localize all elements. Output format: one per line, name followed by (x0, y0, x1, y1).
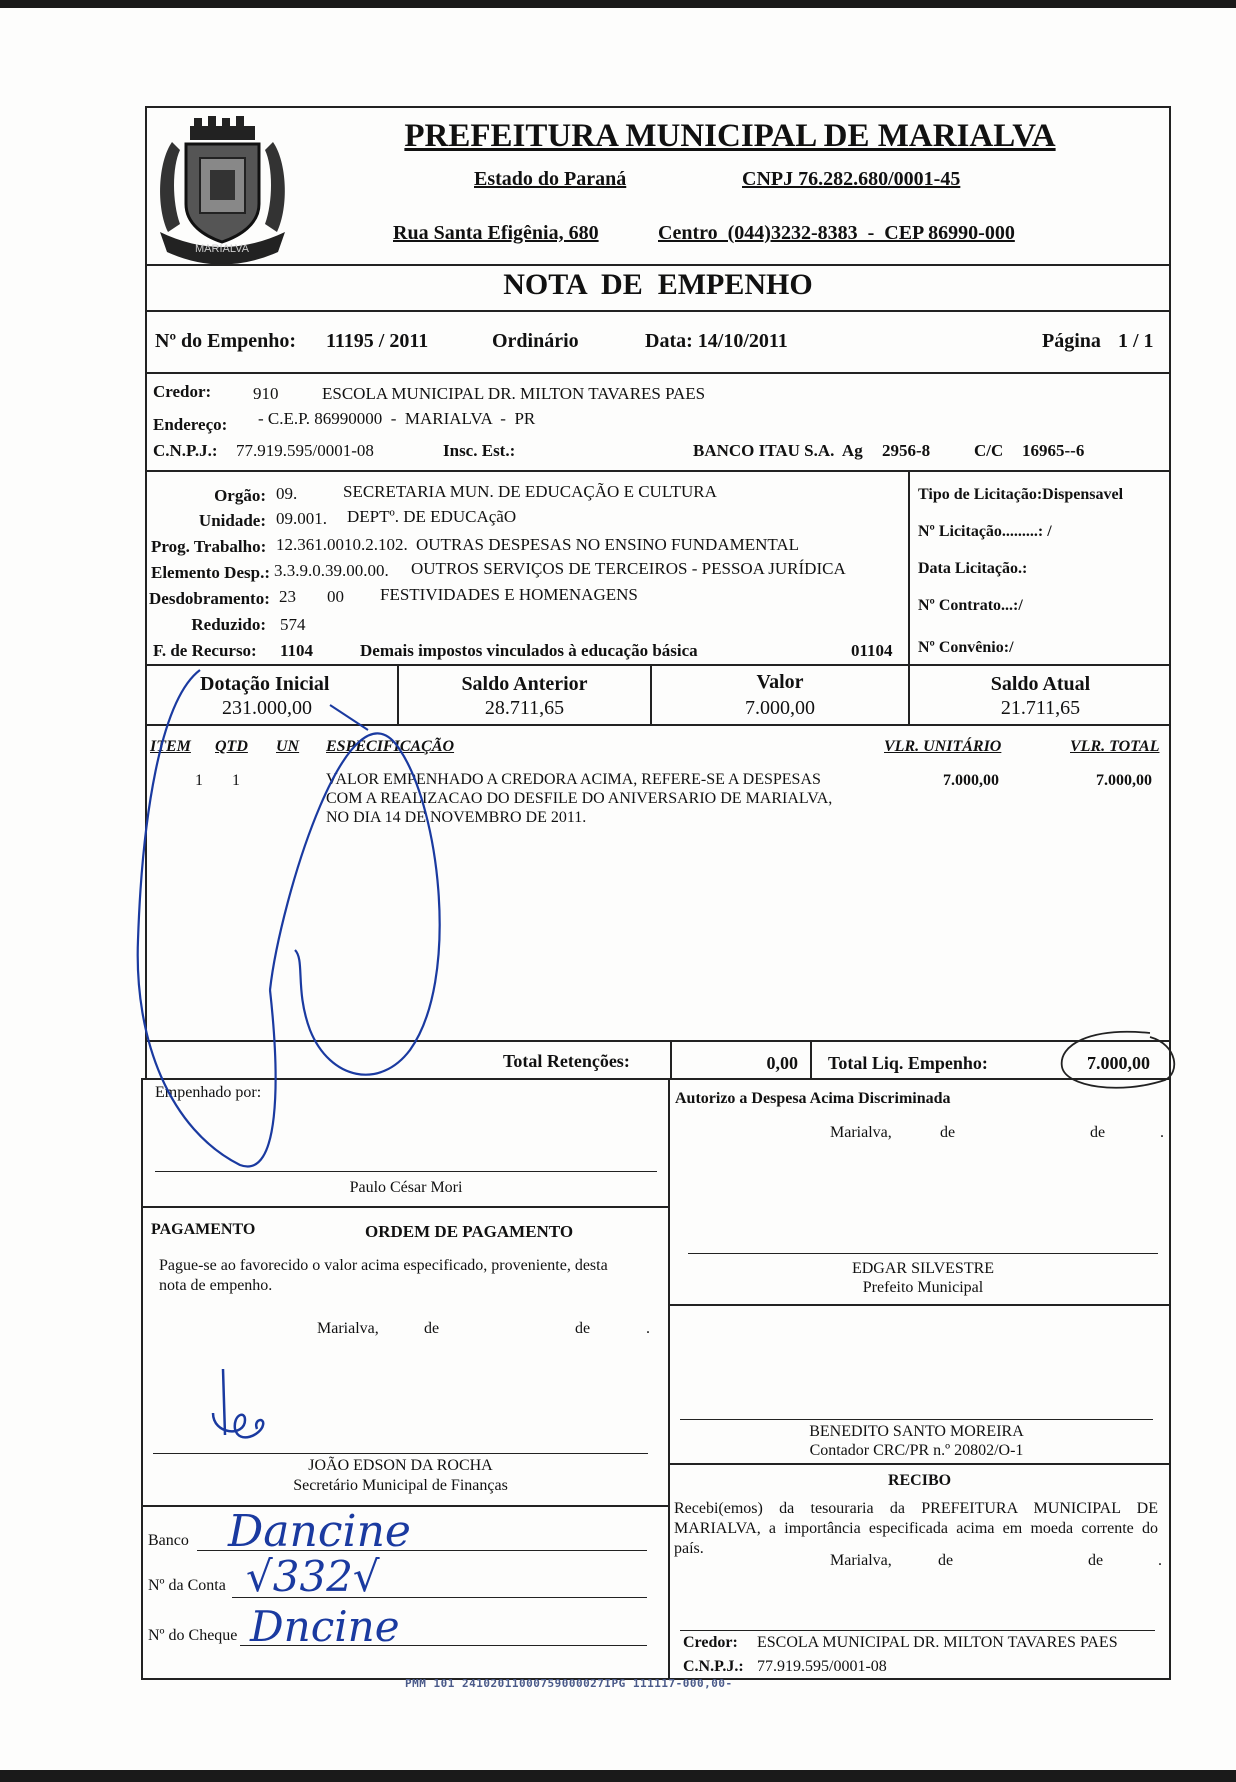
retencoes-value: 0,00 (766, 1053, 798, 1073)
saldo-anterior-value: 28.711,65 (484, 697, 565, 719)
ordem-pagamento-label: ORDEM DE PAGAMENTO (365, 1222, 574, 1241)
cnpj-label: C.N.P.J.: (153, 441, 218, 460)
right-de-2: de (1090, 1124, 1106, 1141)
data-licitacao: Data Licitação.: (918, 560, 1028, 577)
tipo-licitacao (918, 486, 1123, 504)
numero-convenio: Nº Convênio:/ (918, 639, 1014, 656)
row-total-value: 7.000,00 (1096, 772, 1152, 789)
recurso-name: Demais impostos vinculados à educação básica (360, 641, 698, 660)
endereco-value: - C.E.P. 86990000 - MARIALVA - PR (258, 409, 536, 428)
orgao-label: Orgão: (214, 486, 266, 505)
dotacao-label: Dotação Inicial (200, 673, 330, 695)
banco-label: Banco (148, 1532, 189, 1549)
liquido-value: 7.000,00 (1087, 1053, 1150, 1073)
desd-name: FESTIVIDADES E HOMENAGENS (380, 585, 638, 604)
validation-stamp: PMM 101 24102011000759000027IPG 111117-000,00- (405, 1677, 733, 1690)
cheque-handwritten: Dncine (250, 1602, 400, 1651)
crest-text: MARIALVA (195, 243, 249, 255)
recibo-title: RECIBO (887, 1472, 952, 1489)
empenhado-separator (143, 1206, 668, 1208)
left-dot: . (646, 1320, 650, 1337)
row-item: 1 (195, 772, 203, 789)
unidade-name: DEPTº. DE EDUCAçãO (347, 507, 517, 526)
credor-label: Credor: (153, 382, 212, 401)
empenhado-signature-line (155, 1171, 657, 1172)
lower-divider (668, 1078, 670, 1680)
elem-code: 3.3.9.0.39.00.00. (274, 561, 389, 580)
dotacao-value: 231.000,00 (222, 697, 312, 719)
cc-label: C/C (974, 441, 1004, 460)
secretario-signature-line (153, 1453, 648, 1454)
empenhado-name: Paulo César Mori (349, 1179, 463, 1196)
row-desc-line3: NO DIA 14 DE NOVEMBRO DE 2011. (326, 809, 587, 826)
header-title (300, 118, 1160, 155)
row-desc-line1: VALOR EMPENHADO A CREDORA ACIMA, REFERE-SE A DESPESAS (326, 771, 821, 788)
row-unit-value: 7.000,00 (943, 772, 999, 789)
contador-separator (668, 1463, 1171, 1465)
right-dot: . (1160, 1124, 1164, 1141)
prog-label: Prog. Trabalho: (151, 537, 267, 556)
summary-box (145, 1040, 1171, 1080)
summary-divider-1 (670, 1040, 672, 1080)
recurso-label: F. de Recurso: (153, 641, 257, 660)
right-marialva: Marialva, (830, 1124, 892, 1141)
reduzido-code: 574 (280, 615, 306, 634)
bank-name: BANCO ITAU S.A. Ag (693, 441, 863, 460)
recibo-credor-name: ESCOLA MUNICIPAL DR. MILTON TAVARES PAES (757, 1634, 1118, 1651)
saldo-atual-label: Saldo Atual (990, 673, 1091, 695)
header-un: UN (276, 738, 300, 755)
cc-value: 16965--6 (1022, 441, 1085, 460)
bank-agency: 2956-8 (882, 441, 931, 460)
page-number: 1 / 1 (1118, 330, 1154, 352)
reduzido-label: Reduzido: (191, 615, 266, 634)
recibo-line1-text: Recebi(emos) da tesouraria da PREFEITURA MUNICIPAL DE (674, 1500, 1158, 1517)
left-marialva: Marialva, (317, 1320, 379, 1337)
recibo-de-2: de (1088, 1552, 1104, 1569)
desd-code: 23 (279, 587, 296, 606)
scan-top-edge (0, 0, 1236, 8)
header-vlr-unitario: VLR. UNITÁRIO (884, 738, 1002, 755)
municipal-crest-logo (150, 112, 295, 267)
desd-sub: 00 (327, 587, 344, 606)
left-de-1: de (424, 1320, 440, 1337)
street-address: Rua Santa Efigênia, 680 (393, 222, 599, 244)
elem-label: Elemento Desp.: (151, 563, 270, 582)
secretario-signature (205, 1365, 295, 1450)
autorizo-label: Autorizo a Despesa Acima Discriminada (675, 1090, 951, 1107)
credor-code: 910 (253, 384, 279, 403)
numero-licitacao: Nº Licitação.........: / (918, 523, 1052, 540)
header-especificacao: ESPECIFICAÇÃO (326, 738, 455, 755)
recibo-dot: . (1158, 1552, 1162, 1569)
pague-line1: Pague-se ao favorecido o valor acima especificado, proveniente, desta (159, 1257, 608, 1274)
page-label: Página (1042, 330, 1101, 352)
valor-label: Valor (756, 671, 804, 693)
empenho-number-label: Nº do Empenho: (155, 330, 297, 352)
contador-name: BENEDITO SANTO MOREIRA (809, 1423, 1024, 1440)
state-name: Estado do Paraná (474, 168, 627, 190)
cnpj-value: 77.919.595/0001-08 (236, 441, 374, 460)
row-qtd: 1 (232, 772, 240, 789)
header-item: ITEM (150, 738, 191, 755)
header-vlr-total: VLR. TOTAL (1070, 738, 1160, 755)
orgao-code: 09. (276, 484, 298, 503)
address-contact: Centro (044)3232-8383 - CEP 86990-000 (658, 222, 1015, 244)
pagamento-label: PAGAMENTO (151, 1221, 256, 1238)
left-de-2: de (575, 1320, 591, 1337)
prefeito-separator (668, 1304, 1171, 1306)
recibo-line3: país. (674, 1540, 704, 1557)
prefeito-signature-line (688, 1253, 1158, 1254)
contador-title: Contador CRC/PR n.º 20802/O-1 (809, 1442, 1024, 1459)
recibo-credor-label: Credor: (683, 1634, 738, 1651)
secretario-title: Secretário Municipal de Finanças (293, 1477, 508, 1494)
unidade-label: Unidade: (198, 511, 266, 530)
municipality-title: PREFEITURA MUNICIPAL DE MARIALVA (404, 118, 1056, 154)
pague-line2: nota de empenho. (159, 1277, 273, 1294)
empenho-type: Ordinário (492, 330, 579, 352)
insc-label: Insc. Est.: (443, 441, 516, 460)
cheque-label: Nº do Cheque (148, 1627, 238, 1644)
numero-contrato: Nº Contrato...:/ (918, 597, 1023, 614)
banco-handwritten: Dancine (228, 1506, 411, 1557)
right-de-1: de (940, 1124, 956, 1141)
budget-divider (908, 470, 910, 666)
scan-bottom-edge (0, 1770, 1236, 1782)
recibo-de-1: de (938, 1552, 954, 1569)
recurso-code: 1104 (280, 641, 314, 660)
valor-value: 7.000,00 (745, 697, 815, 719)
credor-name: ESCOLA MUNICIPAL DR. MILTON TAVARES PAES (322, 384, 706, 403)
conta-handwritten: √332√ (246, 1552, 380, 1601)
empenhado-label: Empenhado por: (155, 1084, 262, 1101)
recurso-number: 01104 (851, 641, 893, 660)
empenho-number: 11195 / 2011 (326, 330, 429, 352)
summary-divider-2 (810, 1040, 812, 1080)
conta-label: Nº da Conta (148, 1577, 226, 1594)
prog-code: 12.361.0010.2.102. (276, 535, 408, 554)
retencoes-label: Total Retenções: (503, 1051, 630, 1071)
cnpj-header: CNPJ 76.282.680/0001-45 (742, 168, 961, 190)
prefeito-title: Prefeito Municipal (862, 1279, 984, 1296)
saldo-anterior-label: Saldo Anterior (461, 673, 588, 695)
recibo-line2-text: MARIALVA, a importância especificada acima em moeda corrente do (674, 1520, 1158, 1537)
recibo-signature-line (680, 1630, 1155, 1631)
empenho-date: Data: 14/10/2011 (645, 330, 788, 352)
elem-name: OUTROS SERVIÇOS DE TERCEIROS - PESSOA JURÍDICA (411, 559, 846, 578)
liquido-label: Total Liq. Empenho: (828, 1053, 988, 1073)
recibo-marialva: Marialva, (830, 1552, 892, 1569)
doc-title: NOTA DE EMPENHO (503, 268, 813, 301)
recibo-line1 (674, 1500, 1158, 1518)
contador-signature-line (680, 1419, 1153, 1420)
recibo-line2 (674, 1520, 1158, 1538)
endereco-label: Endereço: (153, 415, 228, 434)
prog-name: OUTRAS DESPESAS NO ENSINO FUNDAMENTAL (416, 535, 800, 554)
tipo-licitacao-text: Tipo de Licitação:Dispensavel (918, 486, 1124, 503)
recibo-cnpj-label: C.N.P.J.: (683, 1658, 744, 1675)
header-qtd: QTD (215, 738, 248, 755)
orgao-name: SECRETARIA MUN. DE EDUCAÇÃO E CULTURA (343, 482, 717, 501)
saldo-atual-value: 21.711,65 (1000, 697, 1081, 719)
secretario-name: JOÃO EDSON DA ROCHA (308, 1457, 493, 1474)
desd-label: Desdobramento: (149, 589, 270, 608)
prefeito-name: EDGAR SILVESTRE (851, 1260, 995, 1277)
unidade-code: 09.001. (276, 509, 327, 528)
row-desc-line2: COM A REALIZACAO DO DESFILE DO ANIVERSARIO DE MARIALVA, (326, 790, 833, 807)
recibo-cnpj-value: 77.919.595/0001-08 (757, 1658, 887, 1675)
